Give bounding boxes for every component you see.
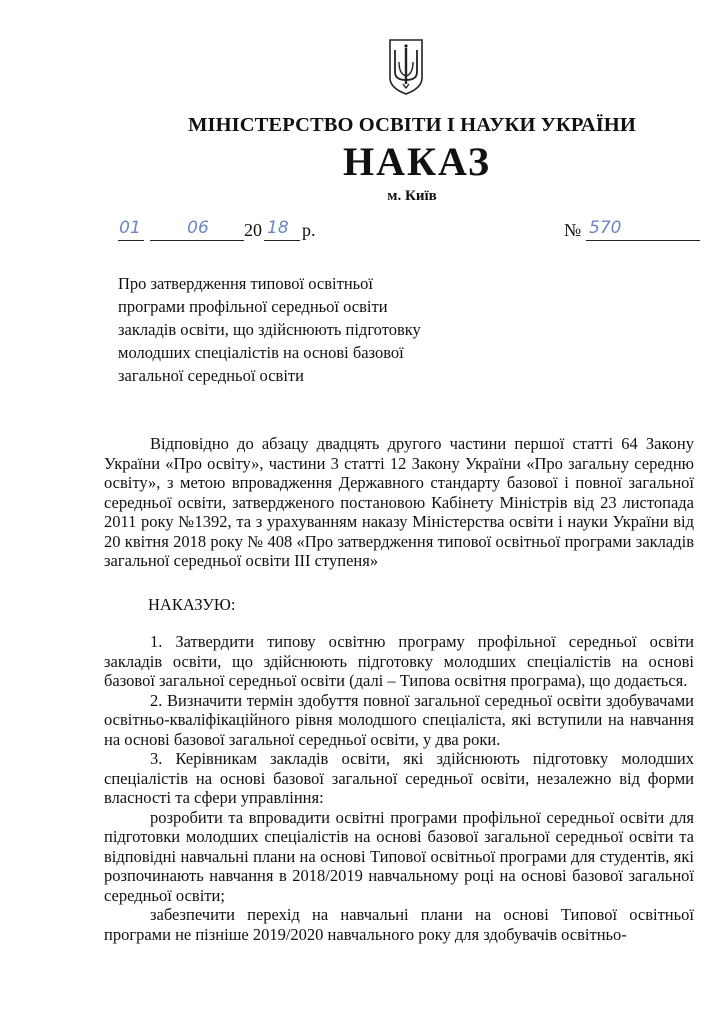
date-year-suffix: 18 bbox=[267, 218, 289, 238]
number-underline bbox=[586, 240, 700, 241]
date-number-line bbox=[118, 218, 718, 242]
item-1-paragraph: 1. Затвердити типову освітню програму профільної середньої освіти закладів освіти, що здійснюють підготовку молодших спеціалістів на основі базової загальної середньої освіти (далі – Типова освітня програма), що додається. bbox=[104, 632, 694, 690]
ministry-name: МІНІСТЕРСТВО ОСВІТИ І НАУКИ УКРАЇНИ bbox=[188, 114, 636, 136]
date-month: 06 bbox=[187, 218, 209, 238]
document-title: НАКАЗ bbox=[342, 139, 491, 184]
item-3b-paragraph: забезпечити перехід на навчальні плани на основі Типової освітньої програми не пізніше 2019/2020 навчального року для здобувачів освітньо- bbox=[104, 905, 694, 944]
order-subject: Про затвердження типової освітньої програми профільної середньої освіти закладів освіти, що здійснюють підготовку молодших спеціалістів на основі базової загальної середньої освіти bbox=[118, 274, 421, 385]
item-3-paragraph: 3. Керівникам закладів освіти, які здійснюють підготовку молодших спеціалістів на основі базової загальної середньої освіти, незалежно від форми власності та сфери управління: bbox=[104, 749, 694, 807]
date-year-underline bbox=[264, 240, 300, 241]
preamble-paragraph: Відповідно до абзацу двадцять другого частини першої статті 64 Закону України «Про освіту», частини 3 статті 12 Закону України «Про загальну середню освіту», з метою впровадження Державного стандарту базової і повної загальної середньої освіти, затвердженого постановою Кабінету Міністрів від 23 листопада 2011 року №1392, та з урахуванням наказу Міністерства освіти і науки України від 20 квітня 2018 року № 408 «Про затвердження типової освітньої програми закладів загальної середньої освіти ІІІ ступеня» bbox=[104, 434, 694, 570]
date-year-prefix: 20 bbox=[244, 220, 262, 240]
item-3a-paragraph: розробити та впровадити освітні програми профільної середньої освіти для підготовки молодших спеціалістів на основі базової загальної середньої освіти та відповідні навчальні плани на основі Типової освітньої програми для студентів, які розпочинають навчання в 2018/2019 навчальному році на основі базової загальної середньої освіти; bbox=[104, 807, 694, 905]
date-year-end: р. bbox=[302, 220, 316, 240]
city-line: м. Київ bbox=[387, 188, 437, 204]
date-month-underline bbox=[150, 240, 244, 241]
number-sign: № bbox=[564, 220, 582, 240]
item-2-paragraph: 2. Визначити термін здобуття повної загальної середньої освіти здобувачами освітньо-кваліфікаційного рівня молодшого спеціаліста, які вступили на навчання на основі базової загальної середньої освіти, у два роки. bbox=[104, 690, 694, 749]
date-day-underline bbox=[118, 240, 144, 241]
order-number: 570 bbox=[589, 218, 622, 238]
document-body bbox=[104, 434, 694, 944]
order-heading: НАКАЗУЮ: bbox=[148, 594, 236, 614]
date-day: 01 bbox=[119, 218, 141, 238]
trident-emblem-icon bbox=[386, 38, 426, 96]
